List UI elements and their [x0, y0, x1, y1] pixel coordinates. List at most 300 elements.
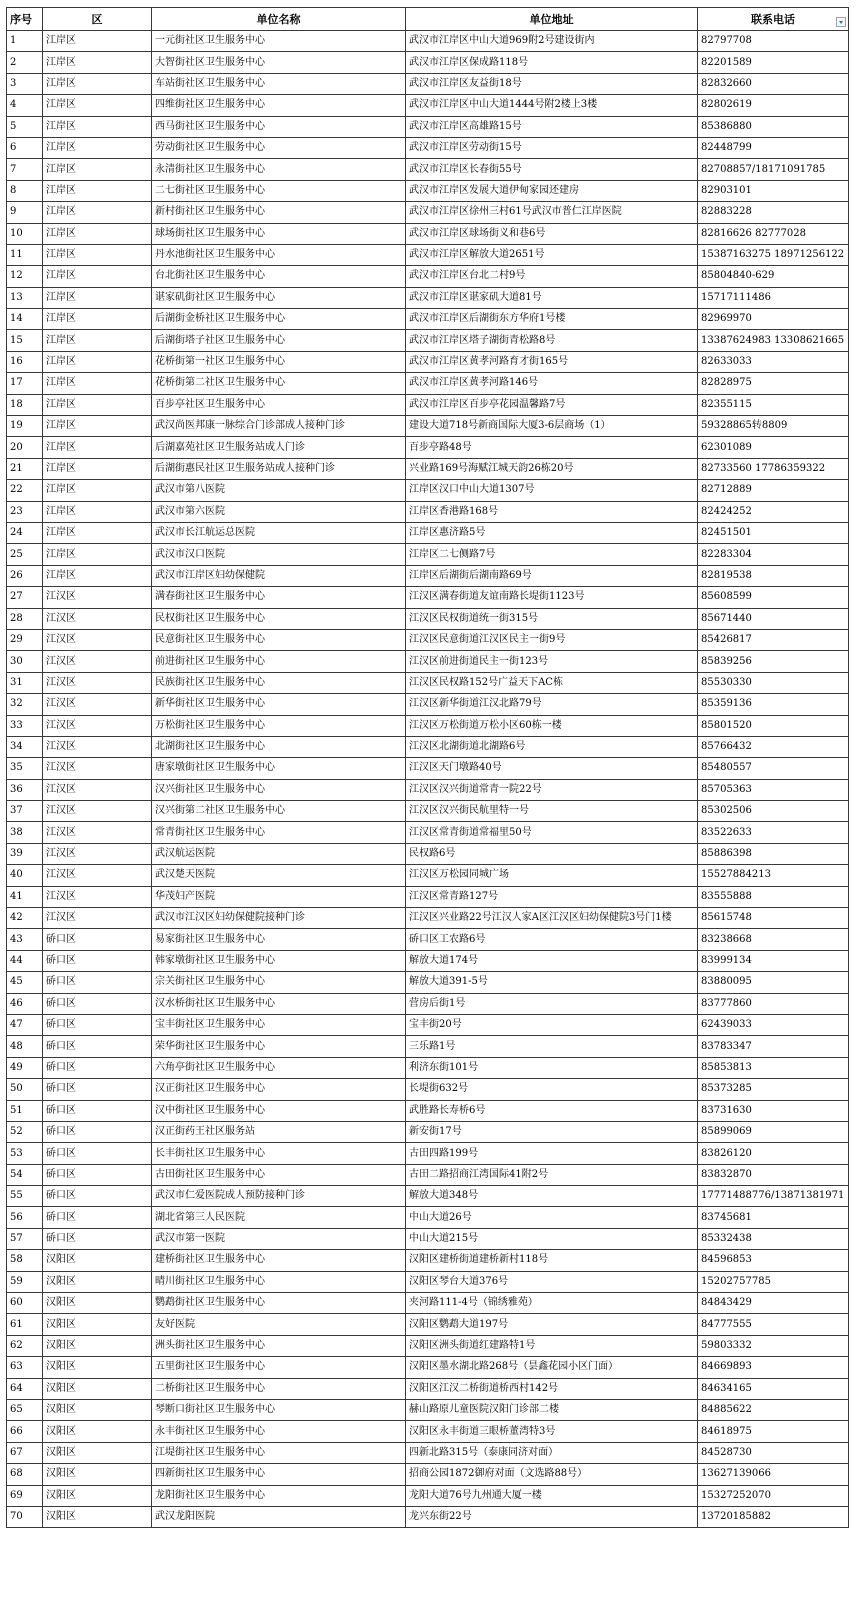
no-cell: 42: [7, 908, 43, 929]
name-cell: 丹水池街社区卫生服务中心: [152, 244, 406, 265]
no-cell: 37: [7, 801, 43, 822]
address-cell: 三乐路1号: [406, 1036, 698, 1057]
name-cell: 新华街社区卫生服务中心: [152, 694, 406, 715]
name-cell: 汉兴街第二社区卫生服务中心: [152, 801, 406, 822]
table-row: [7, 437, 849, 458]
name-cell: 友好医院: [152, 1314, 406, 1335]
address-cell: 汉阳区琴台大道376号: [406, 1271, 698, 1292]
no-cell: 14: [7, 309, 43, 330]
phone-cell: 59803332: [698, 1335, 849, 1356]
phone-cell: 83238668: [698, 929, 849, 950]
address-cell: 汉阳区鹦鹉大道197号: [406, 1314, 698, 1335]
table-row: [7, 480, 849, 501]
name-cell: 龙阳街社区卫生服务中心: [152, 1485, 406, 1506]
district-cell: 硚口区: [43, 1014, 152, 1035]
name-cell: 花桥街第二社区卫生服务中心: [152, 373, 406, 394]
district-cell: 江汉区: [43, 629, 152, 650]
address-cell: 武汉市江岸区百步亭花园温馨路7号: [406, 394, 698, 415]
district-cell: 汉阳区: [43, 1357, 152, 1378]
table-row: [7, 1485, 849, 1506]
address-cell: 宝丰街20号: [406, 1014, 698, 1035]
no-cell: 53: [7, 1143, 43, 1164]
address-cell: 江汉区万松街道万松小区60栋一楼: [406, 715, 698, 736]
address-cell: 民权路6号: [406, 843, 698, 864]
name-cell: 四维街社区卫生服务中心: [152, 95, 406, 116]
district-cell: 汉阳区: [43, 1378, 152, 1399]
no-cell: 43: [7, 929, 43, 950]
district-cell: 江岸区: [43, 373, 152, 394]
no-cell: 54: [7, 1164, 43, 1185]
no-cell: 64: [7, 1378, 43, 1399]
district-cell: 江岸区: [43, 116, 152, 137]
address-cell: 江汉区北湖街道北湖路6号: [406, 736, 698, 757]
table-row: [7, 244, 849, 265]
table-row: [7, 373, 849, 394]
table-row: [7, 1442, 849, 1463]
table-row: [7, 608, 849, 629]
table-row: [7, 223, 849, 244]
phone-cell: 82201589: [698, 52, 849, 73]
district-cell: 硚口区: [43, 1207, 152, 1228]
phone-cell: 83745681: [698, 1207, 849, 1228]
name-cell: 北湖街社区卫生服务中心: [152, 736, 406, 757]
no-cell: 12: [7, 266, 43, 287]
no-cell: 51: [7, 1100, 43, 1121]
no-cell: 6: [7, 137, 43, 158]
no-cell: 16: [7, 351, 43, 372]
table-row: [7, 501, 849, 522]
header-phone: [698, 8, 849, 31]
district-cell: 江岸区: [43, 223, 152, 244]
address-cell: 武汉市江岸区中山大道969附2号建设街内: [406, 31, 698, 52]
table-row: [7, 137, 849, 158]
phone-cell: 85302506: [698, 801, 849, 822]
address-cell: 古田二路招商江湾国际41附2号: [406, 1164, 698, 1185]
phone-cell: 85801520: [698, 715, 849, 736]
table-row: [7, 394, 849, 415]
phone-cell: 85332438: [698, 1228, 849, 1249]
no-cell: 44: [7, 950, 43, 971]
table-row: [7, 287, 849, 308]
address-cell: 汉阳区墨水湖北路268号（昙鑫花园小区门面）: [406, 1357, 698, 1378]
district-cell: 江岸区: [43, 416, 152, 437]
name-cell: 武汉航运医院: [152, 843, 406, 864]
table-row: [7, 1036, 849, 1057]
name-cell: 车站街社区卫生服务中心: [152, 73, 406, 94]
no-cell: 23: [7, 501, 43, 522]
name-cell: 武汉市第八医院: [152, 480, 406, 501]
no-cell: 32: [7, 694, 43, 715]
name-cell: 六角亭街社区卫生服务中心: [152, 1057, 406, 1078]
name-cell: 洲头街社区卫生服务中心: [152, 1335, 406, 1356]
table-row: [7, 1271, 849, 1292]
table-row: [7, 1378, 849, 1399]
table-row: [7, 672, 849, 693]
phone-cell: 84885622: [698, 1400, 849, 1421]
table-row: [7, 159, 849, 180]
no-cell: 10: [7, 223, 43, 244]
district-cell: 硚口区: [43, 1036, 152, 1057]
table-row: [7, 1207, 849, 1228]
district-cell: 江岸区: [43, 351, 152, 372]
no-cell: 40: [7, 865, 43, 886]
district-cell: 江汉区: [43, 886, 152, 907]
table-row: [7, 715, 849, 736]
name-cell: 四新街社区卫生服务中心: [152, 1464, 406, 1485]
address-cell: 武汉市江岸区中山大道1444号附2楼上3楼: [406, 95, 698, 116]
phone-cell: 83826120: [698, 1143, 849, 1164]
no-cell: 66: [7, 1421, 43, 1442]
name-cell: 永丰街社区卫生服务中心: [152, 1421, 406, 1442]
table-row: [7, 330, 849, 351]
phone-cell: 82712889: [698, 480, 849, 501]
name-cell: 球场街社区卫生服务中心: [152, 223, 406, 244]
name-cell: 武汉市江岸区妇幼保健院: [152, 565, 406, 586]
table-row: [7, 1250, 849, 1271]
phone-cell: 83783347: [698, 1036, 849, 1057]
table-row: [7, 266, 849, 287]
phone-cell: 83522633: [698, 822, 849, 843]
address-cell: 江汉区汉兴街道常青一院22号: [406, 779, 698, 800]
name-cell: 二七街社区卫生服务中心: [152, 180, 406, 201]
no-cell: 29: [7, 629, 43, 650]
district-cell: 汉阳区: [43, 1250, 152, 1271]
table-row: [7, 587, 849, 608]
address-cell: 江汉区天门墩路40号: [406, 758, 698, 779]
no-cell: 25: [7, 544, 43, 565]
name-cell: 武汉市江汉区妇幼保健院接种门诊: [152, 908, 406, 929]
phone-cell: 84634165: [698, 1378, 849, 1399]
name-cell: 百步亭社区卫生服务中心: [152, 394, 406, 415]
phone-cell: 84843429: [698, 1293, 849, 1314]
district-cell: 硚口区: [43, 1186, 152, 1207]
phone-cell: 85671440: [698, 608, 849, 629]
phone-cell: 13387624983 13308621665: [698, 330, 849, 351]
phone-cell: 82451501: [698, 522, 849, 543]
table-row: [7, 458, 849, 479]
address-cell: 百步亭路48号: [406, 437, 698, 458]
phone-cell: 83832870: [698, 1164, 849, 1185]
phone-cell: 82448799: [698, 137, 849, 158]
phone-cell: 83880095: [698, 972, 849, 993]
table-row: [7, 1057, 849, 1078]
header-no: 序号: [7, 8, 43, 31]
phone-cell: 84596853: [698, 1250, 849, 1271]
district-cell: 汉阳区: [43, 1314, 152, 1335]
district-cell: 汉阳区: [43, 1506, 152, 1527]
name-cell: 武汉市仁爱医院成人预防接种门诊: [152, 1186, 406, 1207]
address-cell: 武汉市江岸区徐州三村61号武汉市普仁江岸医院: [406, 202, 698, 223]
address-cell: 江汉区满春街道友谊南路长堤街1123号: [406, 587, 698, 608]
phone-cell: 62301089: [698, 437, 849, 458]
no-cell: 59: [7, 1271, 43, 1292]
table-body: [7, 31, 849, 1528]
table-row: [7, 73, 849, 94]
district-cell: 江岸区: [43, 394, 152, 415]
name-cell: 古田街社区卫生服务中心: [152, 1164, 406, 1185]
name-cell: 宝丰街社区卫生服务中心: [152, 1014, 406, 1035]
filter-dropdown-icon[interactable]: [836, 17, 846, 27]
table-row: [7, 544, 849, 565]
district-cell: 江岸区: [43, 565, 152, 586]
table-row: [7, 52, 849, 73]
address-cell: 赫山路原儿童医院汉阳门诊部二楼: [406, 1400, 698, 1421]
name-cell: 民意街社区卫生服务中心: [152, 629, 406, 650]
address-cell: 武汉市江岸区黄孝河路育才街165号: [406, 351, 698, 372]
address-cell: 长堤街632号: [406, 1079, 698, 1100]
name-cell: 华茂妇产医院: [152, 886, 406, 907]
address-cell: 古田四路199号: [406, 1143, 698, 1164]
district-cell: 江岸区: [43, 202, 152, 223]
district-cell: 江汉区: [43, 822, 152, 843]
table-row: [7, 1335, 849, 1356]
district-cell: 硚口区: [43, 929, 152, 950]
phone-cell: 84777555: [698, 1314, 849, 1335]
name-cell: 武汉尚医邦康一脉综合门诊部成人接种门诊: [152, 416, 406, 437]
district-cell: 汉阳区: [43, 1421, 152, 1442]
district-cell: 江汉区: [43, 715, 152, 736]
address-cell: 江岸区汉口中山大道1307号: [406, 480, 698, 501]
district-cell: 汉阳区: [43, 1464, 152, 1485]
district-cell: 江汉区: [43, 672, 152, 693]
address-cell: 江汉区民权路152号广益天下AC栋: [406, 672, 698, 693]
table-row: [7, 416, 849, 437]
table-row: [7, 651, 849, 672]
district-cell: 江汉区: [43, 865, 152, 886]
phone-cell: 85386880: [698, 116, 849, 137]
district-cell: 江岸区: [43, 52, 152, 73]
phone-cell: 85373285: [698, 1079, 849, 1100]
table-row: [7, 865, 849, 886]
address-cell: 利济东街101号: [406, 1057, 698, 1078]
name-cell: 汉正街社区卫生服务中心: [152, 1079, 406, 1100]
phone-cell: 13720185882: [698, 1506, 849, 1527]
name-cell: 万松街社区卫生服务中心: [152, 715, 406, 736]
phone-cell: 83731630: [698, 1100, 849, 1121]
phone-cell: 82903101: [698, 180, 849, 201]
table-row: [7, 1100, 849, 1121]
table-row: [7, 31, 849, 52]
name-cell: 二桥街社区卫生服务中心: [152, 1378, 406, 1399]
no-cell: 8: [7, 180, 43, 201]
table-row: [7, 822, 849, 843]
table-row: [7, 351, 849, 372]
phone-cell: 85853813: [698, 1057, 849, 1078]
address-cell: 解放大道391-5号: [406, 972, 698, 993]
name-cell: 易家街社区卫生服务中心: [152, 929, 406, 950]
district-cell: 江岸区: [43, 480, 152, 501]
table-row: [7, 565, 849, 586]
phone-cell: 84669893: [698, 1357, 849, 1378]
name-cell: 宗关街社区卫生服务中心: [152, 972, 406, 993]
no-cell: 56: [7, 1207, 43, 1228]
no-cell: 69: [7, 1485, 43, 1506]
table-row: [7, 1079, 849, 1100]
table-row: [7, 972, 849, 993]
spreadsheet: [6, 7, 849, 1528]
district-cell: 硚口区: [43, 1164, 152, 1185]
no-cell: 3: [7, 73, 43, 94]
no-cell: 17: [7, 373, 43, 394]
name-cell: 武汉市长江航运总医院: [152, 522, 406, 543]
district-cell: 江岸区: [43, 159, 152, 180]
district-cell: 硚口区: [43, 1143, 152, 1164]
table-row: [7, 908, 849, 929]
district-cell: 江汉区: [43, 587, 152, 608]
table-row: [7, 993, 849, 1014]
district-cell: 硚口区: [43, 950, 152, 971]
address-cell: 武汉市江岸区友益街18号: [406, 73, 698, 94]
no-cell: 24: [7, 522, 43, 543]
table-row: [7, 629, 849, 650]
no-cell: 50: [7, 1079, 43, 1100]
phone-cell: 85804840-629: [698, 266, 849, 287]
table-row: [7, 758, 849, 779]
name-cell: 谌家矶街社区卫生服务中心: [152, 287, 406, 308]
district-cell: 江汉区: [43, 801, 152, 822]
district-cell: 江岸区: [43, 437, 152, 458]
name-cell: 后湖嘉苑社区卫生服务站成人门诊: [152, 437, 406, 458]
vaccination-sites-table: [6, 7, 849, 1528]
table-row: [7, 1357, 849, 1378]
no-cell: 5: [7, 116, 43, 137]
no-cell: 57: [7, 1228, 43, 1249]
district-cell: 江岸区: [43, 544, 152, 565]
no-cell: 35: [7, 758, 43, 779]
address-cell: 新安街17号: [406, 1121, 698, 1142]
name-cell: 武汉市第六医院: [152, 501, 406, 522]
table-row: [7, 929, 849, 950]
phone-cell: 82819538: [698, 565, 849, 586]
header-district: 区: [43, 8, 152, 31]
address-cell: 建设大道718号新商国际大厦3-6层商场（1）: [406, 416, 698, 437]
table-row: [7, 736, 849, 757]
phone-cell: 15327252070: [698, 1485, 849, 1506]
phone-cell: 59328865转8809: [698, 416, 849, 437]
phone-cell: 62439033: [698, 1014, 849, 1035]
no-cell: 67: [7, 1442, 43, 1463]
district-cell: 江汉区: [43, 758, 152, 779]
table-row: [7, 1014, 849, 1035]
no-cell: 26: [7, 565, 43, 586]
phone-cell: 82424252: [698, 501, 849, 522]
district-cell: 江岸区: [43, 309, 152, 330]
phone-cell: 83777860: [698, 993, 849, 1014]
no-cell: 62: [7, 1335, 43, 1356]
district-cell: 硚口区: [43, 1079, 152, 1100]
address-cell: 江岸区后湖街后湖南路69号: [406, 565, 698, 586]
address-cell: 武汉市江岸区发展大道伊甸家园还建房: [406, 180, 698, 201]
table-row: [7, 180, 849, 201]
name-cell: 民权街社区卫生服务中心: [152, 608, 406, 629]
no-cell: 1: [7, 31, 43, 52]
address-cell: 解放大道174号: [406, 950, 698, 971]
no-cell: 49: [7, 1057, 43, 1078]
name-cell: 西马街社区卫生服务中心: [152, 116, 406, 137]
header-name: 单位名称: [152, 8, 406, 31]
address-cell: 江岸区香港路168号: [406, 501, 698, 522]
phone-cell: 82355115: [698, 394, 849, 415]
address-cell: 龙阳大道76号九州通大厦一楼: [406, 1485, 698, 1506]
phone-cell: 85705363: [698, 779, 849, 800]
table-row: [7, 779, 849, 800]
name-cell: 常青街社区卫生服务中心: [152, 822, 406, 843]
phone-cell: 82816626 82777028: [698, 223, 849, 244]
address-cell: 江汉区汉兴街民航里特一号: [406, 801, 698, 822]
address-cell: 武汉市江岸区解放大道2651号: [406, 244, 698, 265]
name-cell: 韩家墩街社区卫生服务中心: [152, 950, 406, 971]
no-cell: 63: [7, 1357, 43, 1378]
name-cell: 民族街社区卫生服务中心: [152, 672, 406, 693]
address-cell: 江汉区常青路127号: [406, 886, 698, 907]
no-cell: 27: [7, 587, 43, 608]
address-cell: 武汉市江岸区长春街55号: [406, 159, 698, 180]
no-cell: 21: [7, 458, 43, 479]
address-cell: 武汉市江岸区台北二村9号: [406, 266, 698, 287]
phone-cell: 82797708: [698, 31, 849, 52]
name-cell: 琴断口街社区卫生服务中心: [152, 1400, 406, 1421]
name-cell: 后湖街金桥社区卫生服务中心: [152, 309, 406, 330]
no-cell: 41: [7, 886, 43, 907]
district-cell: 汉阳区: [43, 1271, 152, 1292]
name-cell: 前进街社区卫生服务中心: [152, 651, 406, 672]
address-cell: 招商公园1872御府对面（文选路88号）: [406, 1464, 698, 1485]
phone-cell: 17771488776/13871381971: [698, 1186, 849, 1207]
district-cell: 江岸区: [43, 287, 152, 308]
no-cell: 2: [7, 52, 43, 73]
no-cell: 48: [7, 1036, 43, 1057]
name-cell: 汉兴街社区卫生服务中心: [152, 779, 406, 800]
address-cell: 龙兴东街22号: [406, 1506, 698, 1527]
district-cell: 江汉区: [43, 694, 152, 715]
name-cell: 台北街社区卫生服务中心: [152, 266, 406, 287]
district-cell: 江岸区: [43, 522, 152, 543]
phone-cell: 85480557: [698, 758, 849, 779]
address-cell: 兴业路169号海赋江城天韵26栋20号: [406, 458, 698, 479]
name-cell: 鹦鹉街社区卫生服务中心: [152, 1293, 406, 1314]
no-cell: 45: [7, 972, 43, 993]
phone-cell: 83555888: [698, 886, 849, 907]
name-cell: 汉正街药王社区服务站: [152, 1121, 406, 1142]
district-cell: 汉阳区: [43, 1485, 152, 1506]
name-cell: 湖北省第三人民医院: [152, 1207, 406, 1228]
name-cell: 荣华街社区卫生服务中心: [152, 1036, 406, 1057]
name-cell: 武汉市汉口医院: [152, 544, 406, 565]
no-cell: 7: [7, 159, 43, 180]
phone-cell: 82832660: [698, 73, 849, 94]
no-cell: 13: [7, 287, 43, 308]
name-cell: 唐家墩街社区卫生服务中心: [152, 758, 406, 779]
phone-cell: 85359136: [698, 694, 849, 715]
district-cell: 江岸区: [43, 137, 152, 158]
no-cell: 61: [7, 1314, 43, 1335]
no-cell: 52: [7, 1121, 43, 1142]
phone-cell: 85608599: [698, 587, 849, 608]
address-cell: 硚口区工农路6号: [406, 929, 698, 950]
address-cell: 武汉市江岸区球场街义和巷6号: [406, 223, 698, 244]
name-cell: 大智街社区卫生服务中心: [152, 52, 406, 73]
name-cell: 花桥街第一社区卫生服务中心: [152, 351, 406, 372]
district-cell: 硚口区: [43, 993, 152, 1014]
table-row: [7, 1228, 849, 1249]
phone-cell: 82969970: [698, 309, 849, 330]
address-cell: 解放大道348号: [406, 1186, 698, 1207]
table-row: [7, 1164, 849, 1185]
district-cell: 硚口区: [43, 1121, 152, 1142]
phone-cell: 83999134: [698, 950, 849, 971]
district-cell: 江岸区: [43, 244, 152, 265]
phone-cell: 84528730: [698, 1442, 849, 1463]
